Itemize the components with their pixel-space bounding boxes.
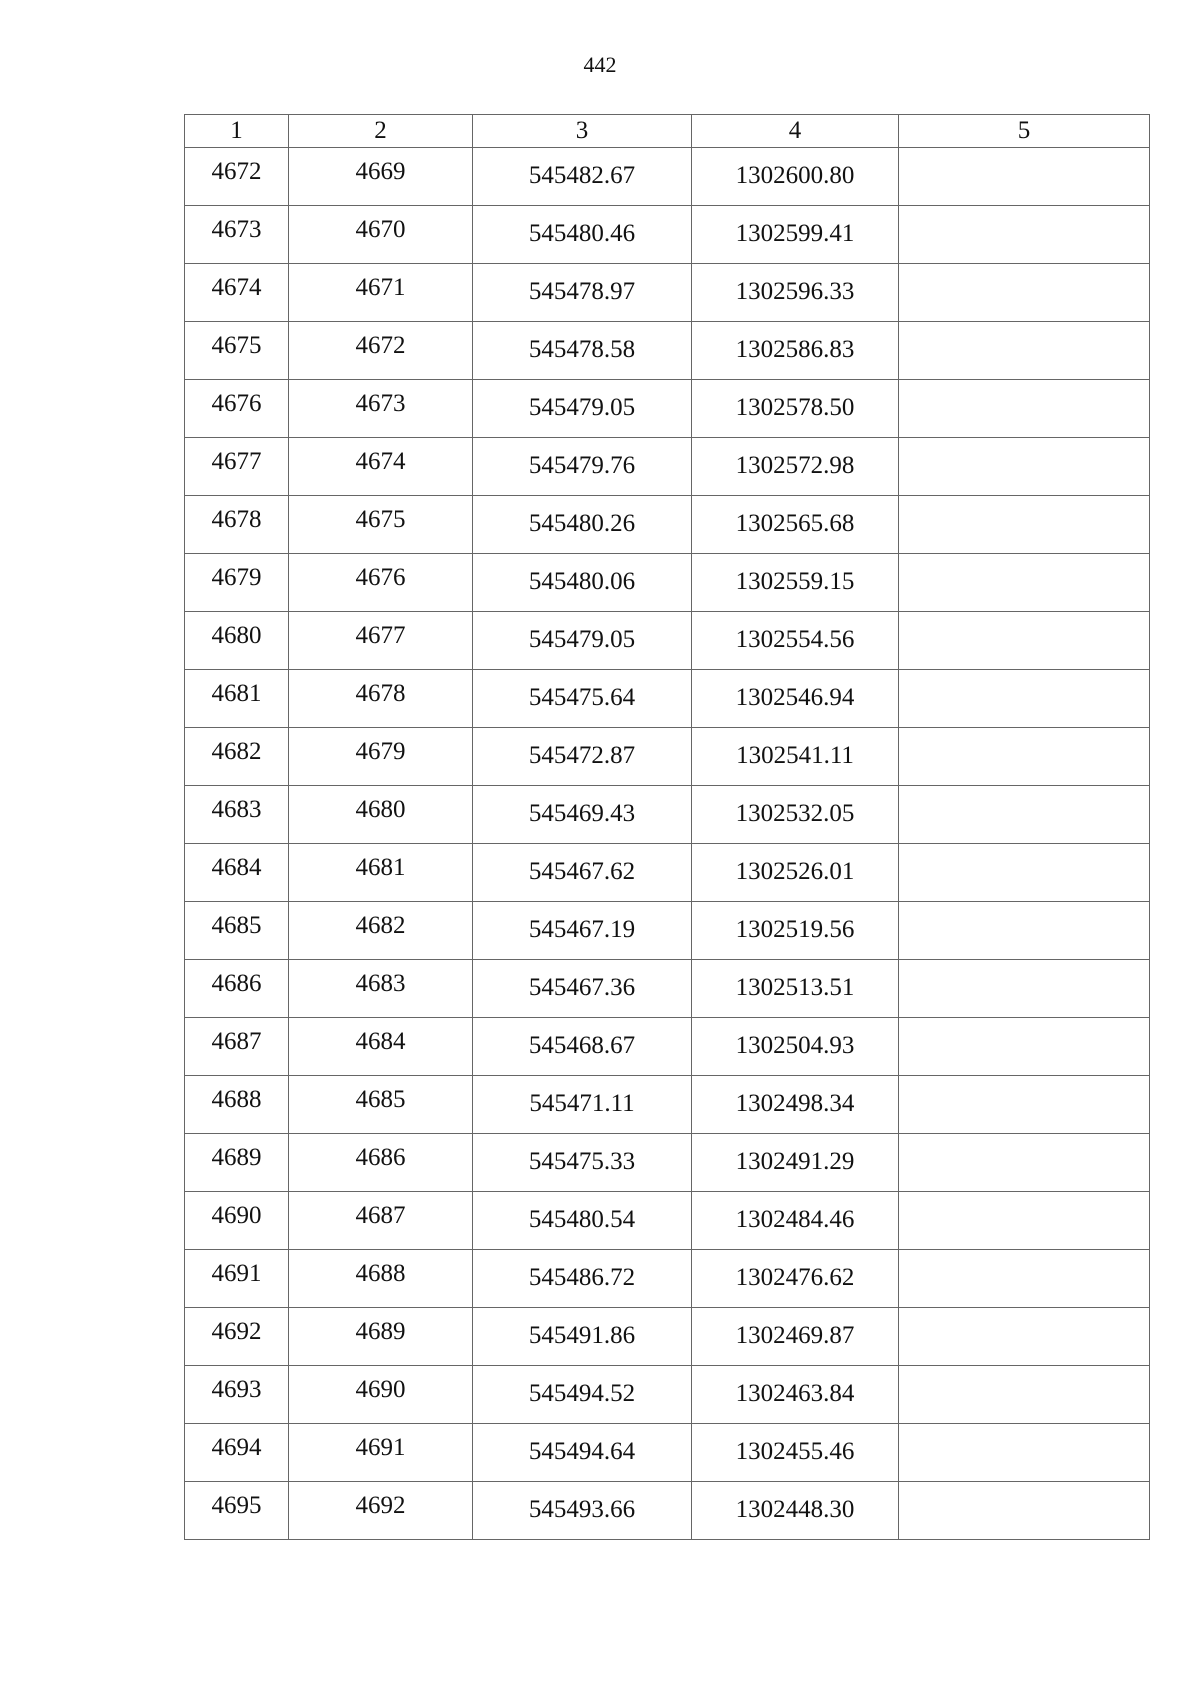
note-cell — [899, 670, 1150, 728]
point-number-cell: 4694 — [185, 1424, 289, 1482]
previous-point-cell: 4691 — [289, 1424, 473, 1482]
y-coordinate-cell: 1302586.83 — [692, 322, 899, 380]
previous-point-cell: 4687 — [289, 1192, 473, 1250]
point-number-cell: 4688 — [185, 1076, 289, 1134]
y-coordinate-cell: 1302600.80 — [692, 148, 899, 206]
table-row — [185, 1192, 1150, 1250]
x-coordinate-cell: 545494.64 — [473, 1424, 692, 1482]
point-number-cell: 4681 — [185, 670, 289, 728]
previous-point-cell: 4675 — [289, 496, 473, 554]
note-cell — [899, 902, 1150, 960]
table-row — [185, 148, 1150, 206]
x-coordinate-cell: 545475.33 — [473, 1134, 692, 1192]
x-coordinate-cell: 545493.66 — [473, 1482, 692, 1540]
point-number-cell: 4691 — [185, 1250, 289, 1308]
column-header: 2 — [289, 115, 473, 148]
table-row — [185, 1018, 1150, 1076]
table-row — [185, 206, 1150, 264]
note-cell — [899, 148, 1150, 206]
x-coordinate-cell: 545480.46 — [473, 206, 692, 264]
point-number-cell: 4682 — [185, 728, 289, 786]
table-row — [185, 844, 1150, 902]
x-coordinate-cell: 545479.05 — [473, 380, 692, 438]
note-cell — [899, 1482, 1150, 1540]
y-coordinate-cell: 1302498.34 — [692, 1076, 899, 1134]
table-row — [185, 1250, 1150, 1308]
previous-point-cell: 4672 — [289, 322, 473, 380]
note-cell — [899, 844, 1150, 902]
table-row — [185, 612, 1150, 670]
x-coordinate-cell: 545494.52 — [473, 1366, 692, 1424]
note-cell — [899, 1192, 1150, 1250]
y-coordinate-cell: 1302448.30 — [692, 1482, 899, 1540]
previous-point-cell: 4692 — [289, 1482, 473, 1540]
previous-point-cell: 4669 — [289, 148, 473, 206]
previous-point-cell: 4682 — [289, 902, 473, 960]
column-header: 5 — [899, 115, 1150, 148]
table-row — [185, 496, 1150, 554]
point-number-cell: 4692 — [185, 1308, 289, 1366]
y-coordinate-cell: 1302513.51 — [692, 960, 899, 1018]
point-number-cell: 4684 — [185, 844, 289, 902]
column-header: 3 — [473, 115, 692, 148]
point-number-cell: 4673 — [185, 206, 289, 264]
previous-point-cell: 4685 — [289, 1076, 473, 1134]
y-coordinate-cell: 1302519.56 — [692, 902, 899, 960]
table-row — [185, 322, 1150, 380]
table-row — [185, 438, 1150, 496]
coordinates-table-body — [185, 115, 1150, 1540]
note-cell — [899, 1076, 1150, 1134]
x-coordinate-cell: 545482.67 — [473, 148, 692, 206]
x-coordinate-cell: 545475.64 — [473, 670, 692, 728]
table-row — [185, 1308, 1150, 1366]
note-cell — [899, 322, 1150, 380]
note-cell — [899, 728, 1150, 786]
x-coordinate-cell: 545479.76 — [473, 438, 692, 496]
note-cell — [899, 1308, 1150, 1366]
point-number-cell: 4678 — [185, 496, 289, 554]
x-coordinate-cell: 545467.36 — [473, 960, 692, 1018]
y-coordinate-cell: 1302526.01 — [692, 844, 899, 902]
y-coordinate-cell: 1302491.29 — [692, 1134, 899, 1192]
table-row — [185, 960, 1150, 1018]
x-coordinate-cell: 545480.06 — [473, 554, 692, 612]
previous-point-cell: 4670 — [289, 206, 473, 264]
previous-point-cell: 4677 — [289, 612, 473, 670]
point-number-cell: 4679 — [185, 554, 289, 612]
note-cell — [899, 1018, 1150, 1076]
y-coordinate-cell: 1302541.11 — [692, 728, 899, 786]
previous-point-cell: 4681 — [289, 844, 473, 902]
x-coordinate-cell: 545471.11 — [473, 1076, 692, 1134]
x-coordinate-cell: 545467.62 — [473, 844, 692, 902]
note-cell — [899, 786, 1150, 844]
y-coordinate-cell: 1302455.46 — [692, 1424, 899, 1482]
x-coordinate-cell: 545479.05 — [473, 612, 692, 670]
note-cell — [899, 960, 1150, 1018]
point-number-cell: 4677 — [185, 438, 289, 496]
y-coordinate-cell: 1302565.68 — [692, 496, 899, 554]
y-coordinate-cell: 1302578.50 — [692, 380, 899, 438]
note-cell — [899, 1250, 1150, 1308]
table-row — [185, 554, 1150, 612]
point-number-cell: 4693 — [185, 1366, 289, 1424]
y-coordinate-cell: 1302532.05 — [692, 786, 899, 844]
point-number-cell: 4675 — [185, 322, 289, 380]
y-coordinate-cell: 1302504.93 — [692, 1018, 899, 1076]
previous-point-cell: 4678 — [289, 670, 473, 728]
note-cell — [899, 496, 1150, 554]
x-coordinate-cell: 545480.26 — [473, 496, 692, 554]
previous-point-cell: 4680 — [289, 786, 473, 844]
previous-point-cell: 4684 — [289, 1018, 473, 1076]
column-header: 4 — [692, 115, 899, 148]
point-number-cell: 4690 — [185, 1192, 289, 1250]
x-coordinate-cell: 545480.54 — [473, 1192, 692, 1250]
x-coordinate-cell: 545467.19 — [473, 902, 692, 960]
point-number-cell: 4687 — [185, 1018, 289, 1076]
point-number-cell: 4683 — [185, 786, 289, 844]
table-row — [185, 1134, 1150, 1192]
table-row — [185, 786, 1150, 844]
table-row — [185, 1482, 1150, 1540]
table-row — [185, 380, 1150, 438]
y-coordinate-cell: 1302599.41 — [692, 206, 899, 264]
x-coordinate-cell: 545469.43 — [473, 786, 692, 844]
note-cell — [899, 438, 1150, 496]
table-row — [185, 728, 1150, 786]
column-header: 1 — [185, 115, 289, 148]
y-coordinate-cell: 1302572.98 — [692, 438, 899, 496]
note-cell — [899, 206, 1150, 264]
note-cell — [899, 1134, 1150, 1192]
point-number-cell: 4685 — [185, 902, 289, 960]
note-cell — [899, 554, 1150, 612]
y-coordinate-cell: 1302463.84 — [692, 1366, 899, 1424]
point-number-cell: 4672 — [185, 148, 289, 206]
y-coordinate-cell: 1302476.62 — [692, 1250, 899, 1308]
point-number-cell: 4674 — [185, 264, 289, 322]
y-coordinate-cell: 1302554.56 — [692, 612, 899, 670]
x-coordinate-cell: 545478.58 — [473, 322, 692, 380]
x-coordinate-cell: 545478.97 — [473, 264, 692, 322]
point-number-cell: 4680 — [185, 612, 289, 670]
previous-point-cell: 4673 — [289, 380, 473, 438]
y-coordinate-cell: 1302596.33 — [692, 264, 899, 322]
y-coordinate-cell: 1302484.46 — [692, 1192, 899, 1250]
x-coordinate-cell: 545491.86 — [473, 1308, 692, 1366]
note-cell — [899, 1366, 1150, 1424]
point-number-cell: 4676 — [185, 380, 289, 438]
note-cell — [899, 380, 1150, 438]
page-number: 442 — [583, 52, 617, 77]
x-coordinate-cell: 545472.87 — [473, 728, 692, 786]
note-cell — [899, 612, 1150, 670]
previous-point-cell: 4683 — [289, 960, 473, 1018]
table-row — [185, 264, 1150, 322]
note-cell — [899, 1424, 1150, 1482]
y-coordinate-cell: 1302559.15 — [692, 554, 899, 612]
x-coordinate-cell: 545468.67 — [473, 1018, 692, 1076]
y-coordinate-cell: 1302469.87 — [692, 1308, 899, 1366]
previous-point-cell: 4690 — [289, 1366, 473, 1424]
note-cell — [899, 264, 1150, 322]
table-row — [185, 1424, 1150, 1482]
coordinates-table — [184, 114, 1150, 1540]
previous-point-cell: 4688 — [289, 1250, 473, 1308]
point-number-cell: 4689 — [185, 1134, 289, 1192]
previous-point-cell: 4676 — [289, 554, 473, 612]
x-coordinate-cell: 545486.72 — [473, 1250, 692, 1308]
previous-point-cell: 4686 — [289, 1134, 473, 1192]
table-row — [185, 1076, 1150, 1134]
table-row — [185, 1366, 1150, 1424]
previous-point-cell: 4671 — [289, 264, 473, 322]
point-number-cell: 4686 — [185, 960, 289, 1018]
y-coordinate-cell: 1302546.94 — [692, 670, 899, 728]
table-row — [185, 902, 1150, 960]
table-row — [185, 670, 1150, 728]
previous-point-cell: 4679 — [289, 728, 473, 786]
point-number-cell: 4695 — [185, 1482, 289, 1540]
table-header-row — [185, 115, 1150, 148]
previous-point-cell: 4674 — [289, 438, 473, 496]
previous-point-cell: 4689 — [289, 1308, 473, 1366]
